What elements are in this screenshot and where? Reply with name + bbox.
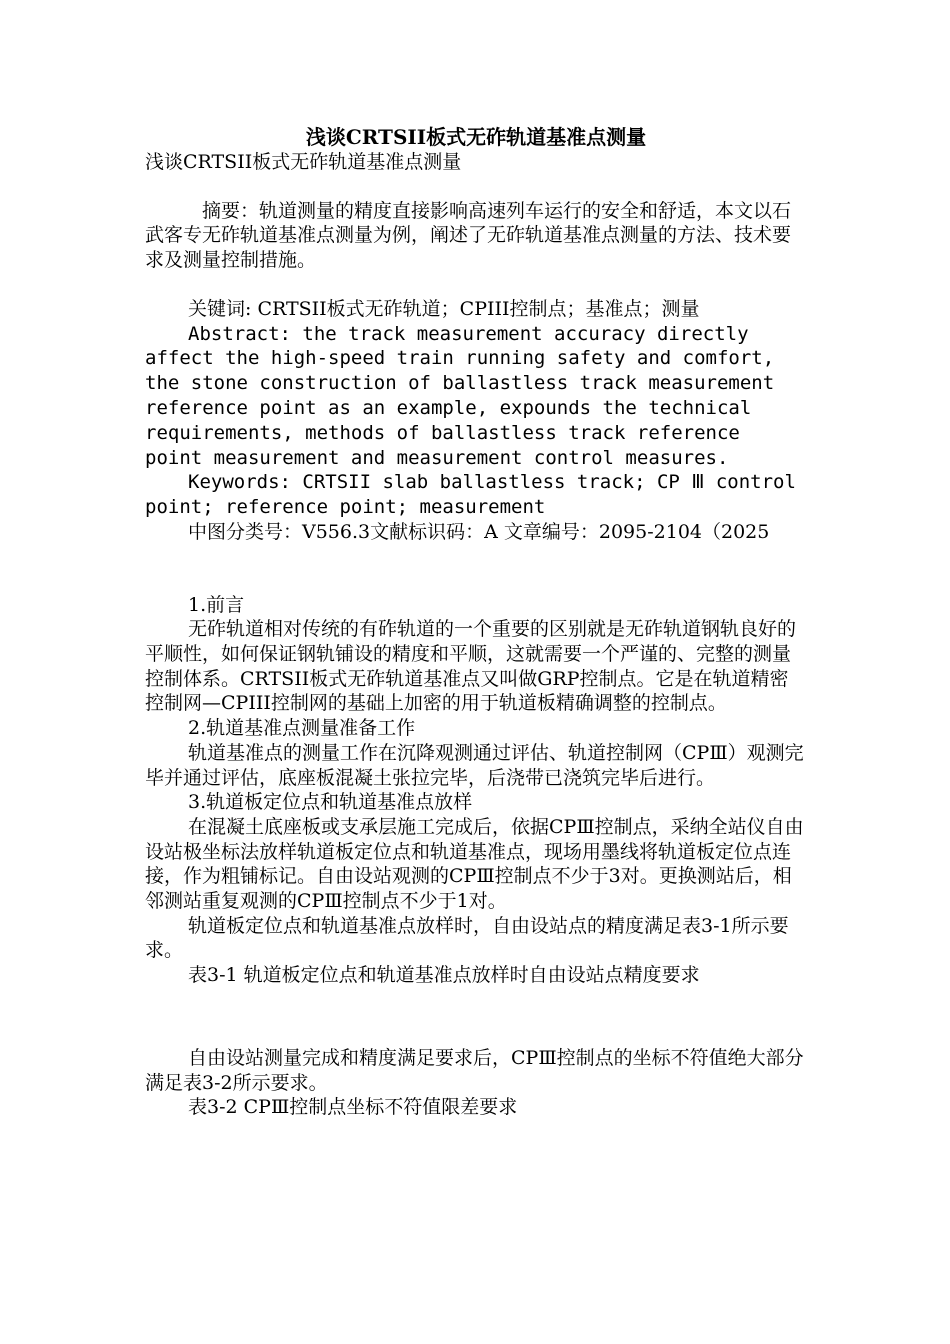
after-table-paragraph: 自由设站测量完成和精度满足要求后，CPⅢ控制点的坐标不符值绝大部分满足表3-2所示要求。	[145, 1046, 804, 1094]
section-heading-2: 2.轨道基准点测量准备工作	[188, 717, 416, 740]
spacer	[145, 175, 807, 199]
abstract-cn: 摘要：轨道测量的精度直接影响高速列车运行的安全和舒适，本文以石武客专无砟轨道基准点测量为例，阐述了无砟轨道基准点测量的方法、技术要求及测量控制措施。	[145, 199, 792, 272]
document-title: 浅谈CRTSII板式无砟轨道基准点测量	[305, 125, 647, 149]
section-heading-1: 1.前言	[188, 593, 245, 616]
classification-line: 中图分类号：V556.3文献标识码：A 文章编号：2095-2104（2025	[188, 520, 770, 543]
section-heading-3: 3.轨道板定位点和轨道基准点放样	[188, 791, 473, 814]
document-body	[145, 124, 807, 1120]
spacer	[145, 545, 807, 593]
spacer	[145, 273, 807, 297]
section-1-paragraph: 无砟轨道相对传统的有砟轨道的一个重要的区别就是无砟轨道钢轨良好的平顺性，如何保证钢轨铺设的精度和平顺，这就需要一个严谨的、完整的测量控制体系。CRTSII板式无砟轨道基准点又叫做GRP控制点。它是在轨道精密控制网—CPIII控制网的基础上加密的用于轨道板精确调整的控制点。	[145, 618, 797, 715]
section-3-paragraph-2: 轨道板定位点和轨道基准点放样时，自由设站点的精度满足表3-1所示要求。	[145, 914, 789, 962]
document-subtitle: 浅谈CRTSII板式无砟轨道基准点测量	[145, 151, 462, 173]
table-placeholder-space	[145, 988, 807, 1046]
keywords-cn: 关键词: CRTSII板式无砟轨道；CPIII控制点；基准点；测量	[188, 297, 700, 320]
keywords-en: Keywords: CRTSII slab ballastless track; CP Ⅲ control point; reference point; measurement	[145, 471, 796, 519]
table-caption-3-2: 表3-2 CPⅢ控制点坐标不符值限差要求	[188, 1096, 518, 1119]
section-3-paragraph-1: 在混凝土底座板或支承层施工完成后，依据CPⅢ控制点，采纳全站仪自由设站极坐标法放样轨道板定位点和轨道基准点，现场用墨线将轨道板定位点连接，作为粗铺标记。自由设站观测的CPⅢ控制点不少于3对。更换测站后，相邻测站重复观测的CPⅢ控制点不少于1对。	[145, 815, 804, 913]
abstract-en: Abstract: the track measurement accuracy directly affect the high-speed train running safety and comfort, the stone construction of ballastless track measurement reference point as an example, expounds the technical requirements, methods of ballastless track reference point measurement and measurement control measures.	[145, 322, 775, 469]
section-2-paragraph: 轨道基准点的测量工作在沉降观测通过评估、轨道控制网（CPⅢ）观测完毕并通过评估，底座板混凝土张拉完毕，后浇带已浇筑完毕后进行。	[145, 741, 804, 789]
table-caption-3-1: 表3-1 轨道板定位点和轨道基准点放样时自由设站点精度要求	[188, 964, 700, 987]
